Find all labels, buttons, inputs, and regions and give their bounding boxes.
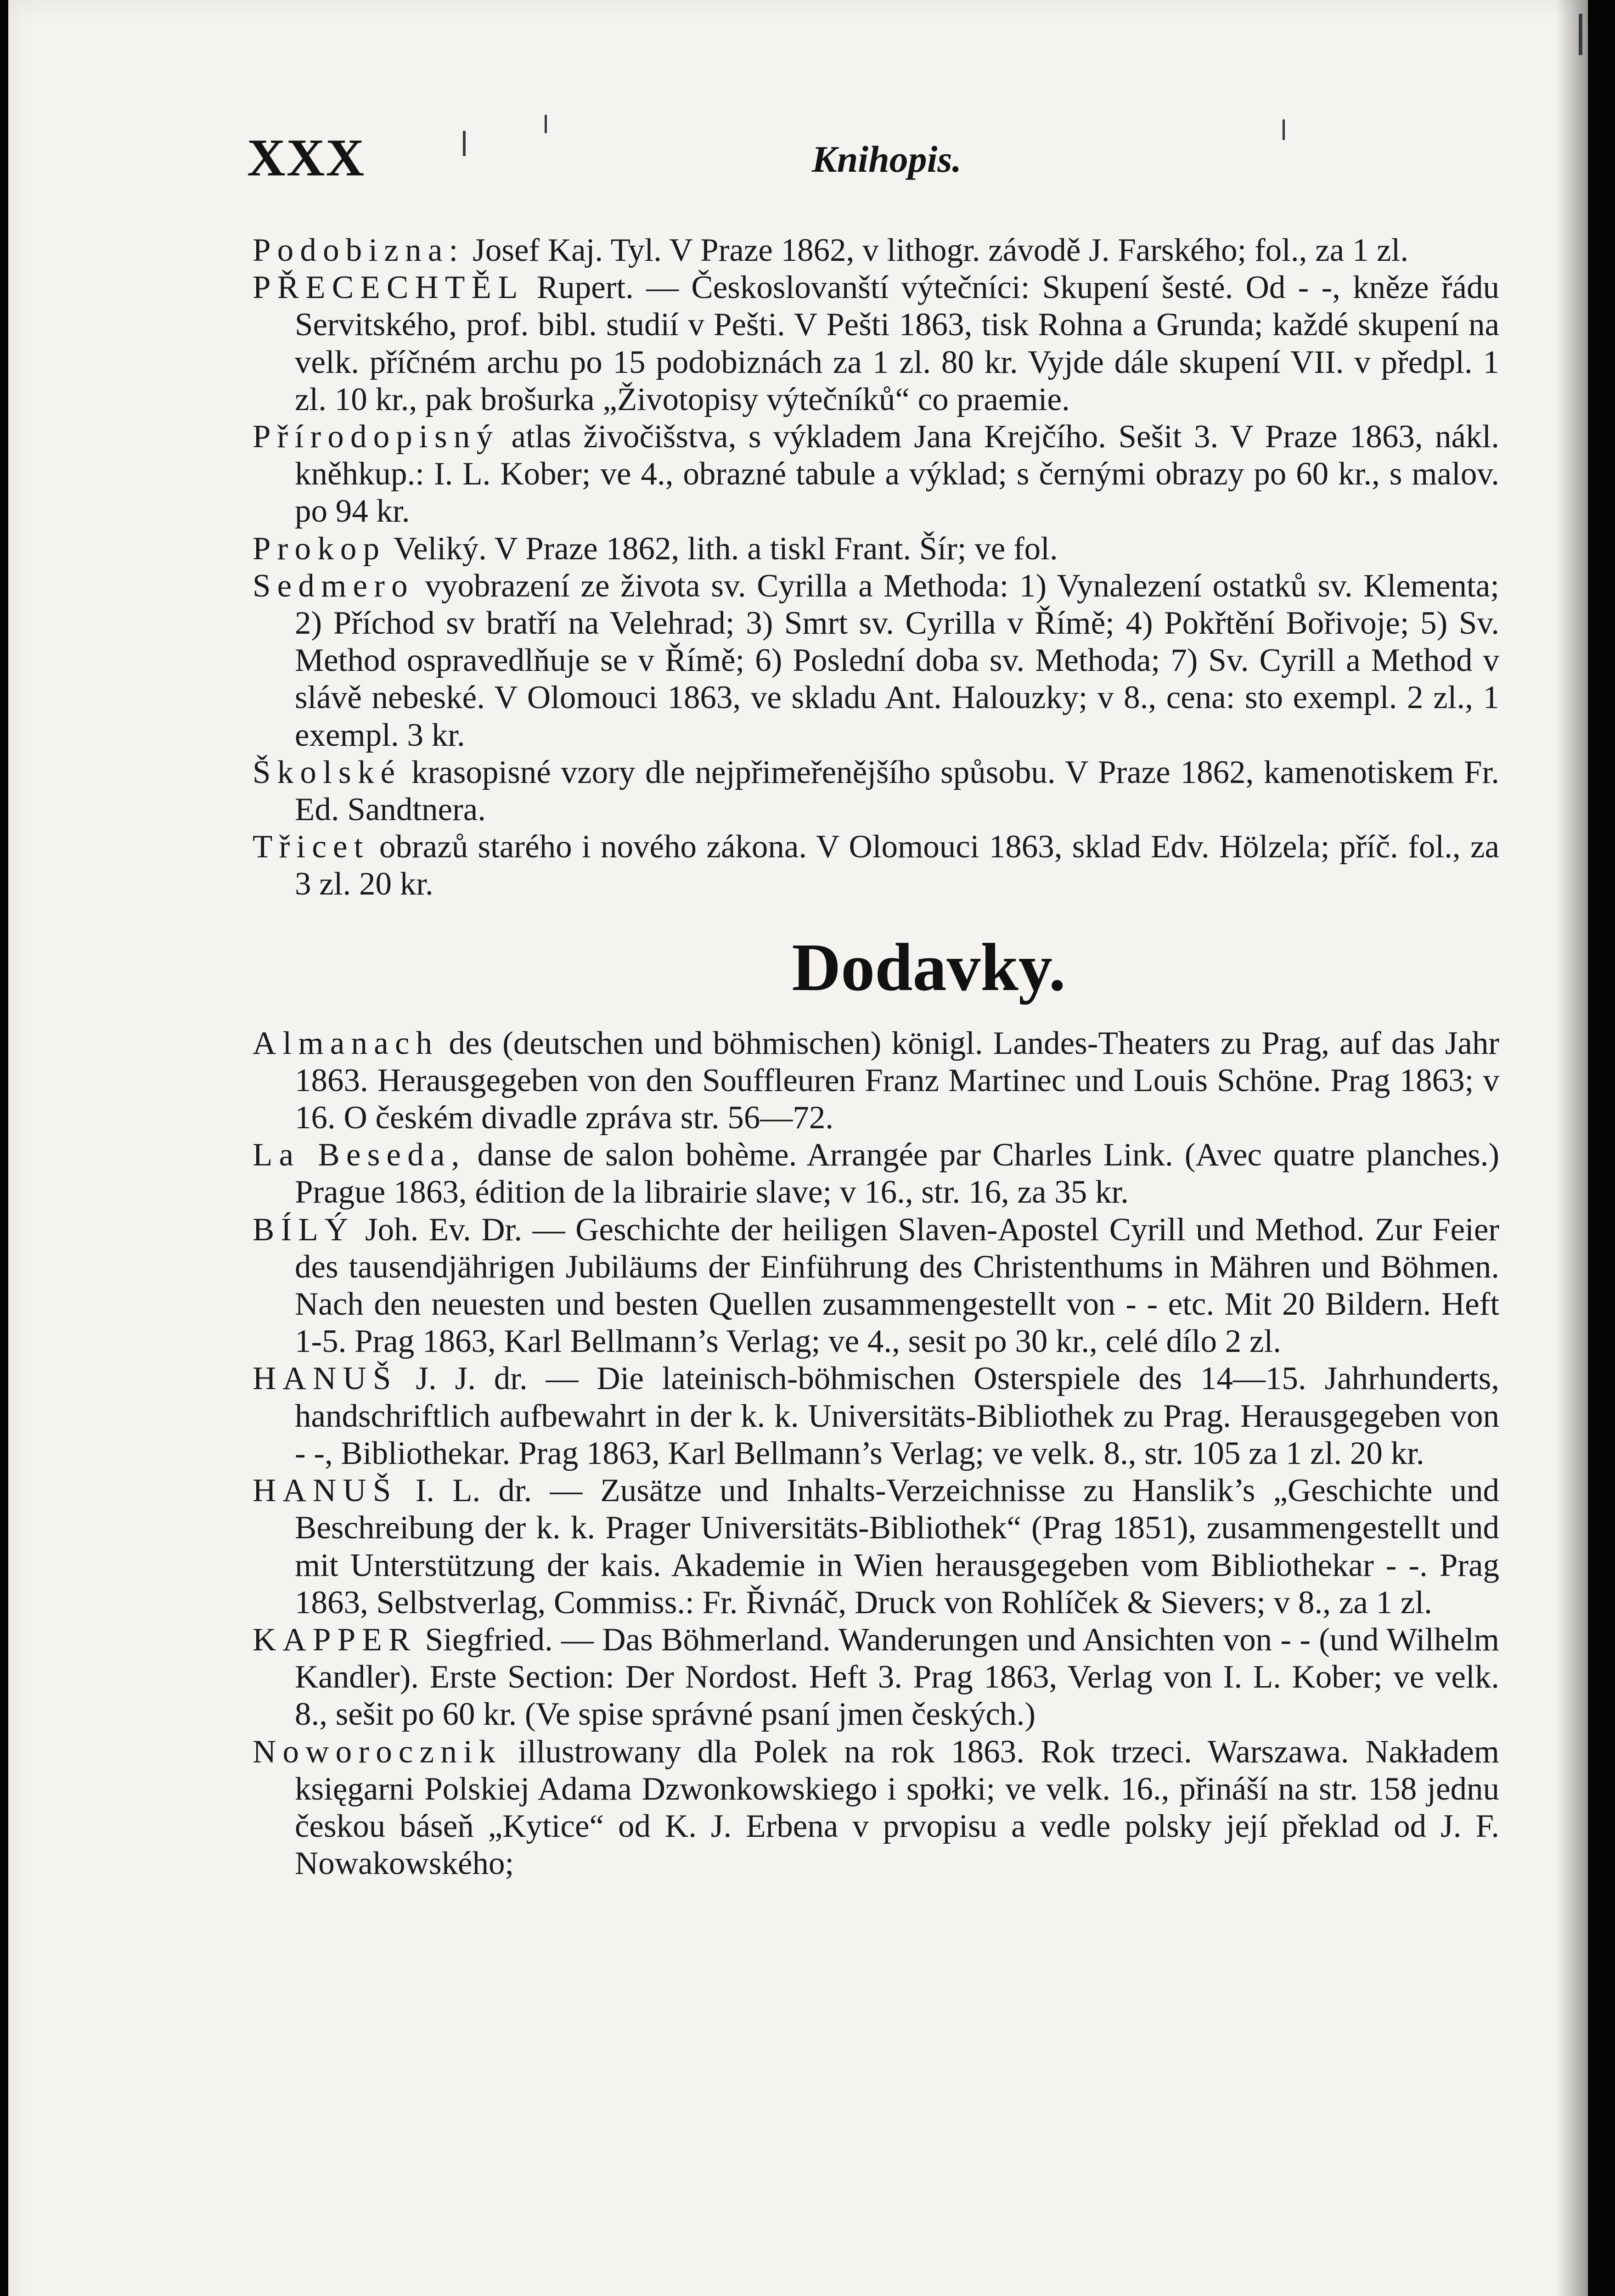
entry-text: krasopisné vzory dle nejpřimeřenějšího spůsobu. V Praze 1862, kamenotiskem Fr. Ed. Sandtnera. bbox=[295, 754, 1499, 828]
entry-lead: BÍLÝ bbox=[253, 1211, 355, 1248]
entry-text: Rupert. — Českoslovanští výtečníci: Skupení šesté. Od - -, kněze řádu Servitského, prof. bibl. studií v Pešti. V Pešti 1863, tisk Rohna a Grunda; každé skupení na velk. příčném archu po 15 podobiznách za 1 zl. 80 kr. Vyjde dále skupení VII. v předpl. 1 zl. 10 kr., pak brošurka „Životopisy výtečníků“ co praemie. bbox=[295, 270, 1499, 417]
bibliography-entry bbox=[253, 1211, 1499, 1361]
section-heading: Dodavky. bbox=[792, 929, 1066, 1005]
entry-lead: HANUŠ bbox=[253, 1361, 398, 1397]
bibliography-entry bbox=[253, 828, 1499, 903]
entry-lead: Sedmero bbox=[253, 568, 414, 604]
bibliography-entry bbox=[253, 1025, 1499, 1137]
entry-text: Josef Kaj. Tyl. V Praze 1862, v lithogr. závodě J. Farského; fol., za 1 zl. bbox=[464, 232, 1409, 268]
entry-lead: Školské bbox=[253, 754, 402, 790]
entry-lead: Podobizna: bbox=[253, 232, 465, 268]
bibliography-entry bbox=[253, 1360, 1499, 1472]
page-header bbox=[247, 128, 1491, 187]
entry-text: Veliký. V Praze 1862, lith. a tiskl Frant. Šír; ve fol. bbox=[386, 530, 1058, 567]
entry-text: J. J. dr. — Die lateinisch-böhmischen Osterspiele des 14—15. Jahrhunderts, handschriftlich aufbewahrt in der k. k. Universitäts-Bibliothek zu Prag. Herausgegeben von - -, Bibliothekar. Prag 1863, Karl Bellmann’s Verlag; ve velk. 8., str. 105 za 1 zl. 20 kr. bbox=[295, 1361, 1499, 1471]
bibliography-entry bbox=[253, 418, 1499, 530]
entry-lead: Noworocznik bbox=[253, 1733, 502, 1770]
entry-lead: PŘECECHTĚL bbox=[253, 270, 524, 306]
bibliography-entry bbox=[253, 568, 1499, 754]
entry-text: des (deutschen und böhmischen) königl. Landes-Theaters zu Prag, auf das Jahr 1863. Herausgegeben von den Souffleuren Franz Martinec und Louis Schöne. Prag 1863; v 16. O českém divadle zpráva str. 56—72. bbox=[295, 1025, 1499, 1136]
bibliography-entry bbox=[253, 1733, 1499, 1883]
entry-text: danse de salon bohème. Arrangée par Charles Link. (Avec quatre planches.) Prague 1863, édition de la librairie slave; v 16., str. 16, za 35 kr. bbox=[295, 1137, 1499, 1210]
entry-text: Joh. Ev. Dr. — Geschichte der heiligen Slaven-Apostel Cyrill und Method. Zur Feier des tausendjährigen Jubiläums der Einführung des Christenthums in Mähren und Böhmen. Nach den neuesten und besten Quellen zusammengestellt von - - etc. Mit 20 Bildern. Heft 1-5. Prag 1863, Karl Bellmann’s Verlag; ve 4., sesit po 30 kr., celé dílo 2 zl. bbox=[295, 1211, 1499, 1360]
entry-lead: HANUŠ bbox=[253, 1473, 398, 1509]
entry-lead: Prokop bbox=[253, 530, 386, 567]
bibliography-entry bbox=[253, 1137, 1499, 1211]
page-number: XXX bbox=[247, 129, 366, 187]
entry-text: illustrowany dla Polek na rok 1863. Rok trzeci. Warszawa. Nakładem księgarni Polskiej Adama Dzwonkowskiego i społki; ve velk. 16., přináší na str. 158 jednu českou báseň „Kytice“ od K. J. Erbena v prvopisu a vedle polsky její překlad od J. F. Nowakowského; bbox=[295, 1733, 1499, 1882]
entry-lead: La Beseda, bbox=[253, 1137, 466, 1173]
bibliography-list-supplements bbox=[253, 1025, 1499, 1883]
entry-text: obrazů starého i nového zákona. V Olomouci 1863, sklad Edv. Hölzela; příč. fol., za 3 zl. 20 kr. bbox=[295, 829, 1499, 902]
bibliography-entry bbox=[253, 1472, 1499, 1621]
entry-text: Siegfried. — Das Böhmerland. Wanderungen und Ansichten von - - (und Wilhelm Kandler). Erste Section: Der Nordost. Heft 3. Prag 1863, Verlag von I. L. Kober; ve velk. 8., sešit po 60 kr. (Ve spise správné psaní jmen českých.) bbox=[295, 1621, 1499, 1733]
bibliography-entry bbox=[253, 530, 1499, 568]
scan-mark bbox=[1579, 14, 1582, 55]
page-edge-shadow bbox=[1556, 0, 1588, 2296]
bibliography-entry bbox=[253, 754, 1499, 828]
entry-text: atlas živočišstva, s výkladem Jana Krejčího. Sešit 3. V Praze 1863, nákl. kněhkup.: I. L. Kober; ve 4., obrazné tabule a výklad; s černými obrazy po 60 kr., s malov. po 94 kr. bbox=[295, 419, 1499, 529]
entry-lead: Třicet bbox=[253, 829, 370, 865]
entry-lead: Almanach bbox=[253, 1025, 439, 1061]
bibliography-list-main bbox=[253, 232, 1499, 903]
bibliography-entry bbox=[253, 1621, 1499, 1733]
book-page bbox=[8, 0, 1588, 2296]
entry-text: vyobrazení ze života sv. Cyrilla a Methoda: 1) Vynalezení ostatků sv. Klementa; 2) Příchod sv bratří na Velehrad; 3) Smrt sv. Cyrilla v Římě; 4) Pokřtění Bořivoje; 5) Sv. Method ospravedlňuje se v Římě; 6) Poslední doba sv. Methoda; 7) Sv. Cyrill a Method v slávě nebeské. V Olomouci 1863, ve skladu Ant. Halouzky; v 8., cena: sto exempl. 2 zl., 1 exempl. 3 kr. bbox=[295, 568, 1499, 753]
page-body bbox=[253, 232, 1499, 1882]
bibliography-entry bbox=[253, 232, 1499, 269]
entry-text: I. L. dr. — Zusätze und Inhalts-Verzeichnisse zu Hanslik’s „Geschichte und Beschreibung der k. k. Prager Universitäts-Bibliothek“ (Prag 1851), zusammengestellt und mit Unterstützung der kais. Akademie in Wien herausgegeben vom Bibliothekar - -. Prag 1863, Selbstverlag, Commiss.: Fr. Řivnáč, Druck von Rohlíček & Sievers; v 8., za 1 zl. bbox=[295, 1473, 1499, 1621]
running-title: Knihopis. bbox=[812, 138, 962, 180]
bibliography-entry bbox=[253, 269, 1499, 418]
entry-lead: Přírodopisný bbox=[253, 419, 500, 455]
entry-lead: KAPPER bbox=[253, 1621, 417, 1658]
